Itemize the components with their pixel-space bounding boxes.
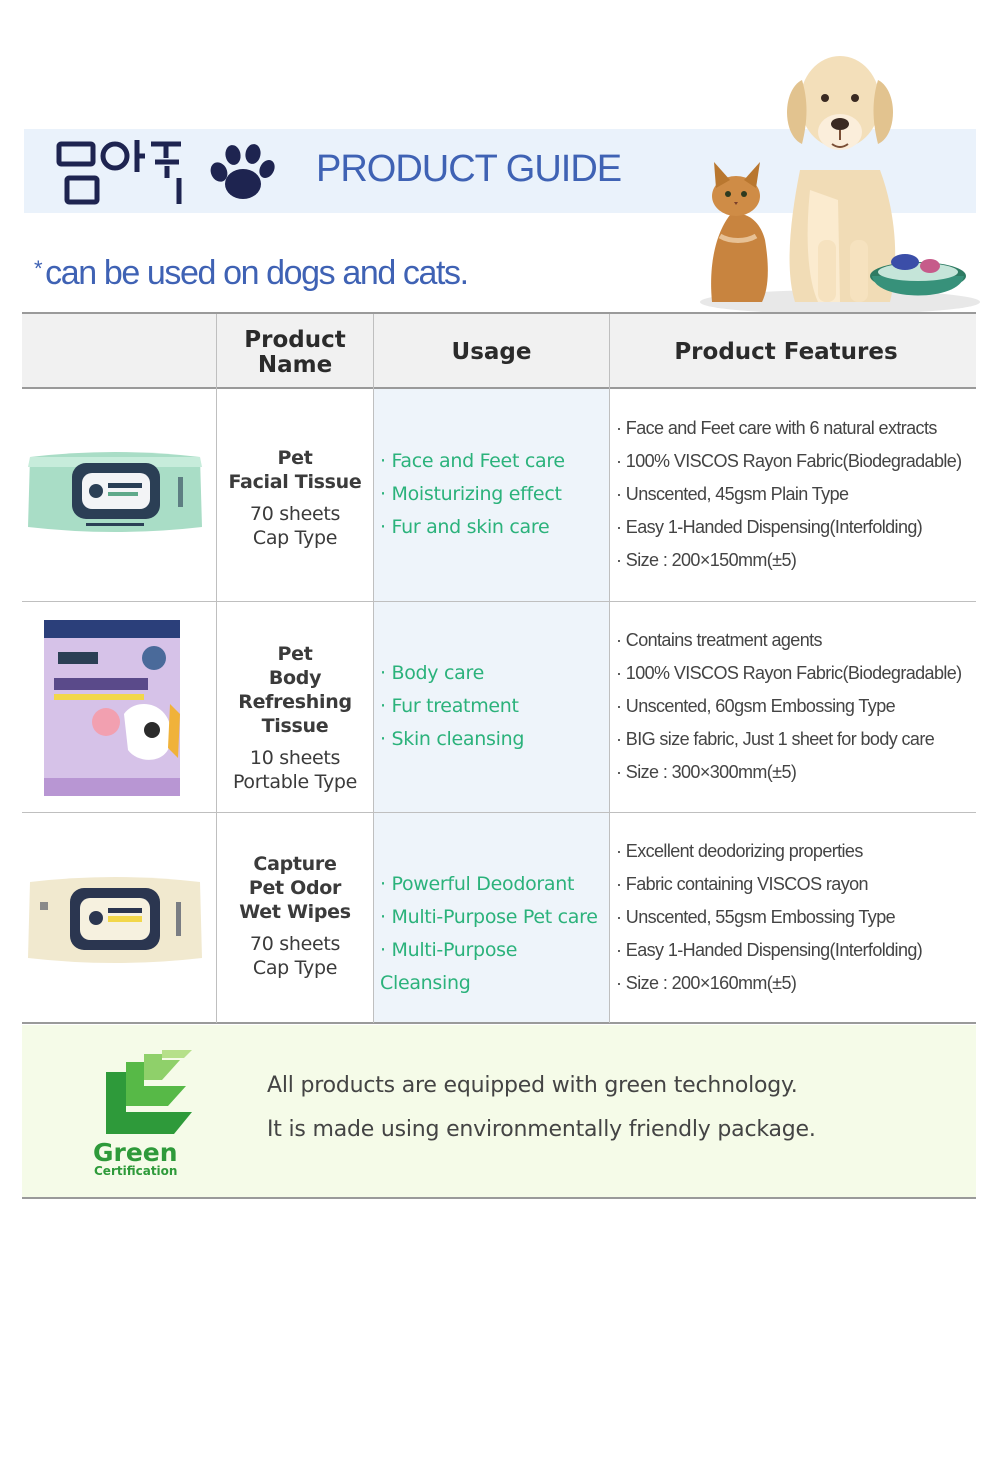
row-divider — [22, 601, 976, 602]
product-name-line: Tissue — [261, 715, 329, 737]
certification-name: Green — [93, 1138, 178, 1167]
table-top-border — [22, 312, 976, 314]
feature-item: · Face and Feet care with 6 natural extracts — [616, 412, 996, 445]
feature-item: · Fabric containing VISCOS rayon — [616, 868, 996, 901]
green-technology-line2: It is made using environmentally friendly package. — [267, 1117, 816, 1142]
product-detail-line: Cap Type — [252, 957, 338, 979]
feature-item: · Unscented, 45gsm Plain Type — [616, 478, 996, 511]
product-name-pet-facial-tissue — [217, 446, 373, 550]
feature-item: · Easy 1-Handed Dispensing(Interfolding) — [616, 511, 996, 544]
usage-item: · Face and Feet care — [380, 445, 608, 478]
certification-subtitle: Certification — [94, 1164, 178, 1178]
usage-item: · Body care — [380, 657, 608, 690]
column-divider — [373, 314, 374, 1023]
feature-item: · Unscented, 55gsm Embossing Type — [616, 901, 996, 934]
product-name-line: Pet — [277, 447, 313, 469]
note-asterisk: * — [34, 256, 42, 281]
product-name-line: Pet Odor — [248, 877, 342, 899]
usage-item: · Skin cleansing — [380, 723, 608, 756]
feature-item: · BIG size fabric, Just 1 sheet for body care — [616, 723, 996, 756]
usage-item: · Fur treatment — [380, 690, 608, 723]
usage-item: · Multi-Purpose Pet care — [380, 901, 608, 934]
feature-item: · Unscented, 60gsm Embossing Type — [616, 690, 996, 723]
row-divider — [22, 812, 976, 813]
column-header-usage: Usage — [451, 339, 532, 365]
product-detail-line: 10 sheets — [249, 747, 341, 769]
page-title: PRODUCT GUIDE — [316, 148, 622, 190]
table-header-border — [22, 387, 976, 389]
column-header-product-name-line1: Product — [244, 327, 346, 353]
product-name-line: Capture — [253, 853, 337, 875]
feature-item: · 100% VISCOS Rayon Fabric(Biodegradable) — [616, 445, 996, 478]
product-name-pet-body-refreshing-tissue — [217, 642, 373, 794]
feature-item: · Size : 200×160mm(±5) — [616, 967, 996, 1000]
usage-item: · Moisturizing effect — [380, 478, 608, 511]
cream-cap-wipes-package-icon — [26, 872, 204, 968]
feature-item: · Contains treatment agents — [616, 624, 996, 657]
features-list — [616, 624, 996, 789]
product-detail-line: 70 sheets — [249, 933, 341, 955]
brand-logo — [55, 136, 275, 208]
column-header-features: Product Features — [674, 339, 898, 365]
product-name-line: Wet Wipes — [239, 901, 351, 923]
product-detail-line: Portable Type — [232, 771, 358, 793]
mint-cap-wipes-package-icon — [26, 447, 204, 537]
feature-item: · Easy 1-Handed Dispensing(Interfolding) — [616, 934, 996, 967]
product-detail-line: 70 sheets — [249, 503, 341, 525]
feature-item: · Excellent deodorizing properties — [616, 835, 996, 868]
product-name-line: Body Refreshing — [238, 667, 352, 713]
product-name-line: Pet — [277, 643, 313, 665]
brand-wordmark-icon — [59, 140, 181, 204]
product-name-line: Facial Tissue — [228, 471, 362, 493]
usage-list — [380, 657, 608, 756]
usage-note-text: can be used on dogs and cats. — [45, 254, 468, 292]
features-list — [616, 835, 996, 1000]
usage-item: · Fur and skin care — [380, 511, 608, 544]
feature-item: · Size : 300×300mm(±5) — [616, 756, 996, 789]
usage-item: · Powerful Deodorant — [380, 868, 608, 901]
usage-list — [380, 445, 608, 544]
paw-icon — [208, 143, 275, 199]
product-detail-line: Cap Type — [252, 527, 338, 549]
green-technology-line1: All products are equipped with green technology. — [267, 1073, 798, 1098]
usage-list — [380, 868, 608, 1000]
column-divider — [609, 314, 610, 1023]
product-name-capture-pet-odor-wet-wipes — [217, 852, 373, 980]
band-bottom-border — [22, 1197, 976, 1199]
table-bottom-border — [22, 1022, 976, 1024]
column-header-product-name-line2: Name — [257, 352, 333, 378]
dog-and-cat-icon — [690, 40, 990, 320]
green-leaf-certification-icon — [100, 1050, 192, 1134]
purple-portable-wipes-package-icon — [42, 618, 182, 798]
feature-item: · 100% VISCOS Rayon Fabric(Biodegradable) — [616, 657, 996, 690]
usage-note — [34, 254, 468, 293]
features-list — [616, 412, 996, 577]
column-header-product-name — [217, 328, 373, 378]
feature-item: · Size : 200×150mm(±5) — [616, 544, 996, 577]
usage-item: · Multi-Purpose Cleansing — [380, 934, 608, 1000]
